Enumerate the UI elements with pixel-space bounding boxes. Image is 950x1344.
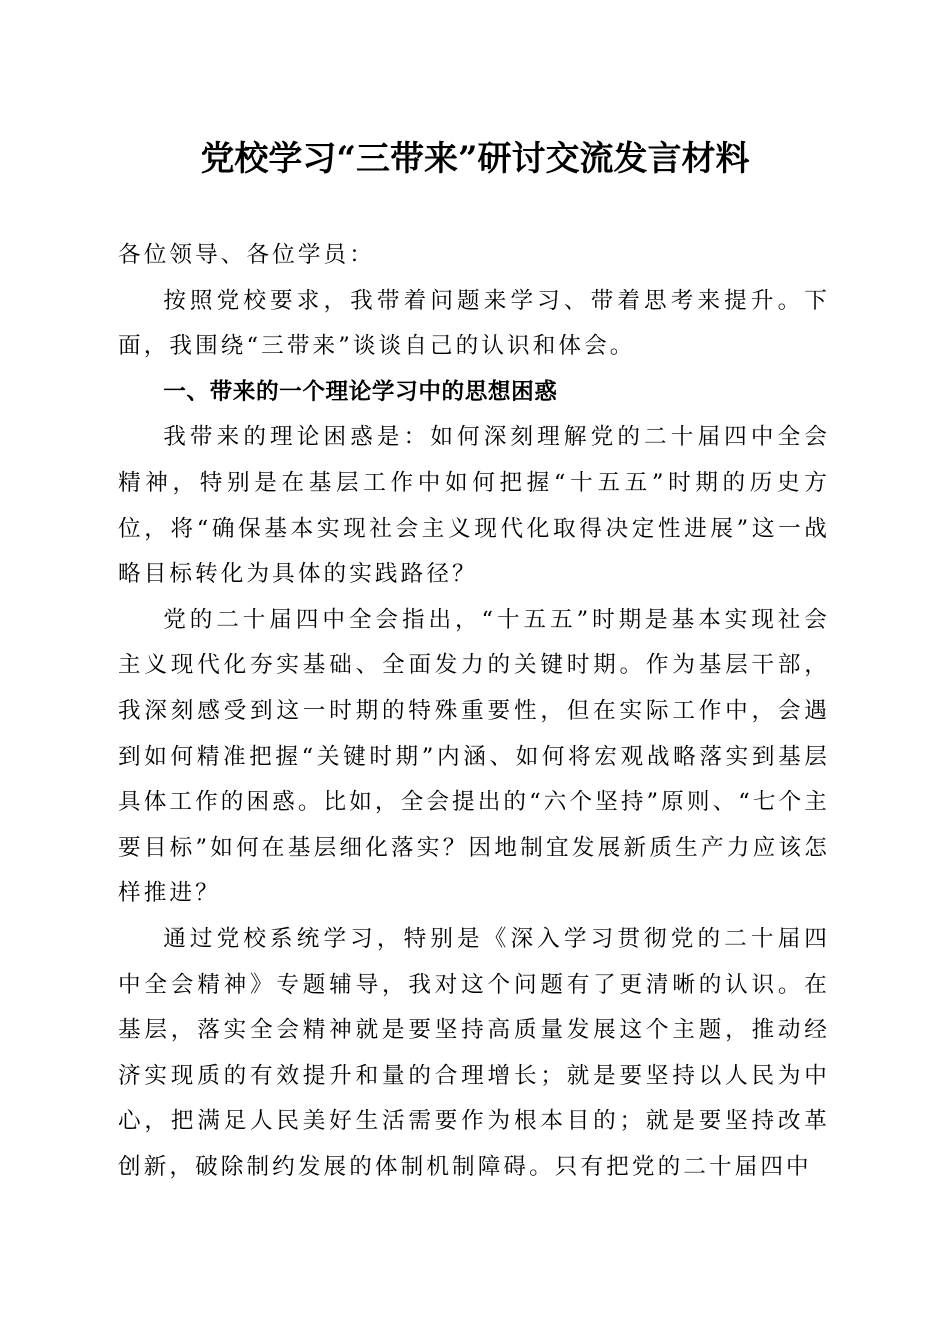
body-paragraph: 党的二十届四中全会指出，“十五五”时期是基本实现社会主义现代化夯实基础、全面发力的关键时期。作为基层干部，我深刻感受到这一时期的特殊重要性，但在实际工作中，会遇到如何精准把握“关键时期”内涵、如何将宏观战略落实到基层具体工作的困惑。比如，全会提出的“六个坚持”原则、“七个主要目标”如何在基层细化落实？因地制宜发展新质生产力应该怎样推进？ bbox=[118, 606, 830, 907]
salutation: 各位领导、各位学员： bbox=[118, 242, 375, 268]
section-heading: 一、带来的一个理论学习中的思想困惑 bbox=[163, 378, 558, 405]
body-paragraph: 我带来的理论困惑是：如何深刻理解党的二十届四中全会精神，特别是在基层工作中如何把握“十五五”时期的历史方位，将“确保基本实现社会主义现代化取得决定性进展”这一战略目标转化为具体的实践路径？ bbox=[118, 424, 830, 588]
body-paragraph: 通过党校系统学习，特别是《深入学习贯彻党的二十届四中全会精神》专题辅导，我对这个问题有了更清晰的认识。在基层，落实全会精神就是要坚持高质量发展这个主题，推动经济实现质的有效提升和量的合理增长；就是要坚持以人民为中心，把满足人民美好生活需要作为根本目的；就是要坚持改革创新，破除制约发展的体制机制障碍。只有把党的二十届四中 bbox=[118, 925, 830, 1180]
document-title: 党校学习“三带来”研讨交流发言材料 bbox=[200, 139, 750, 179]
intro-paragraph: 按照党校要求，我带着问题来学习、带着思考来提升。下面，我围绕“三带来”谈谈自己的认识和体会。 bbox=[118, 287, 830, 360]
document-body bbox=[118, 233, 830, 1190]
